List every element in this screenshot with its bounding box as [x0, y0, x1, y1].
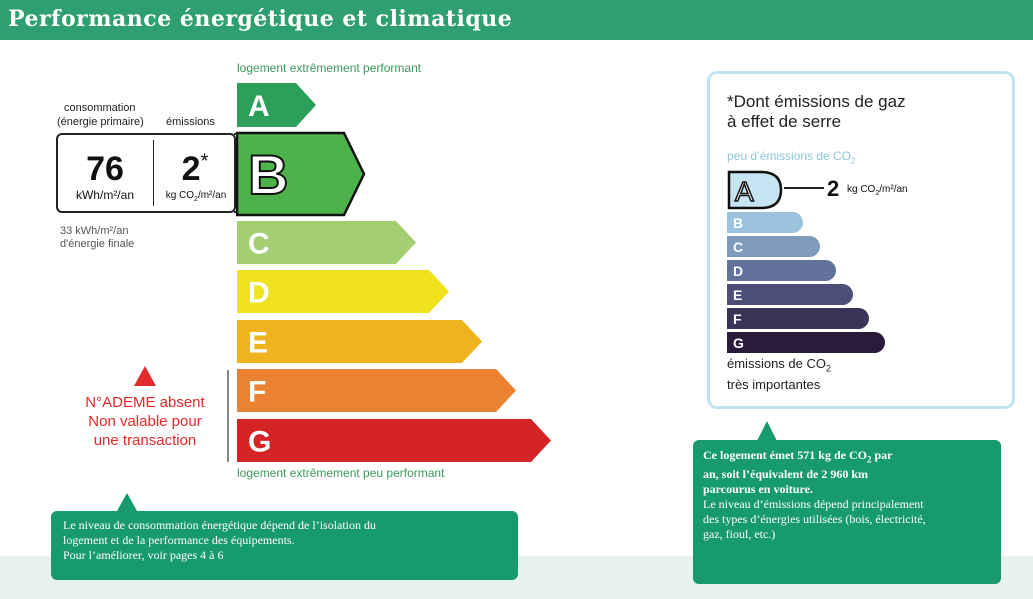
energy-class-g-bar: [237, 419, 551, 462]
ges-unit: kg $CO_2/m^2/an$: [847, 184, 908, 197]
ges-title: *Dont émissions de gaz à effet de serre: [727, 92, 906, 131]
box-connector-bottom: [234, 211, 238, 213]
callout-pointer: [117, 493, 137, 511]
consumption-callout: Le niveau de consommation énergétique dépend de l’isolation du logement et de la performance des équipements. Pour l’améliorer, voir pages 4 à 6: [51, 511, 518, 580]
final-energy-label: d'énergie finale: [60, 238, 135, 250]
emissions-value: 2*: [181, 150, 209, 188]
scale-bottom-label: logement extrêmement peu performant: [237, 466, 445, 480]
consumption-unit: kWh/m²/an: [75, 188, 134, 202]
emissions-unit: kg $CO_2/m^2/an$: [165, 190, 227, 203]
emissions-callout: Ce logement émet 571 kg de $CO_2$ par an, soit l’équivalent de 2 960 km parcourus en voiture. Le niveau d’émissions dépend principalement des types d’énergies utilisées (bois, électricité, gaz, fioul, etc.): [693, 440, 1001, 584]
scale-bracket-line: [227, 370, 229, 462]
energy-class-e-bar: [237, 320, 482, 363]
energy-class-d-letter: D: [248, 276, 270, 310]
emissions-header: émissions: [166, 116, 215, 128]
page-title: Performance énergétique et climatique: [8, 6, 513, 32]
ges-class-f-letter: F: [733, 311, 742, 327]
energy-class-g-letter: G: [248, 425, 272, 459]
ges-scale: [727, 170, 897, 355]
ges-value: 2: [827, 176, 840, 201]
ges-class-e-letter: E: [733, 287, 743, 303]
energy-class-f-letter: F: [248, 375, 267, 409]
box-connector-top: [234, 133, 238, 135]
ges-connector-line: [784, 187, 824, 189]
energy-class-f-bar: [237, 369, 516, 412]
ges-class-g-letter: G: [733, 335, 744, 351]
ges-bottom-label: émissions de $CO_2$ très importantes: [727, 356, 831, 392]
callout-pointer: [757, 421, 777, 441]
ges-class-d-letter: D: [733, 263, 744, 279]
ges-class-d-bar: [727, 260, 836, 281]
scale-top-label: logement extrêmement performant: [237, 61, 422, 75]
consumption-subheader: (énergie primaire): [57, 116, 144, 128]
energy-class-b-letter: B: [248, 143, 289, 206]
energy-class-c-letter: C: [248, 227, 270, 261]
ges-class-f-bar: [727, 308, 869, 329]
emissions-callout-highlight: Ce logement émet 571 kg de $CO_2$ par an, soit l’équivalent de 2 960 km parcourus en voiture.: [703, 448, 893, 497]
box-divider: [153, 140, 154, 206]
ges-class-e-bar: [727, 284, 853, 305]
warning-text: N°ADEME absent Non valable pour une transaction: [85, 394, 205, 449]
ges-top-label: peu d’émissions de $CO_2$: [727, 149, 856, 166]
warning-icon: [134, 366, 156, 386]
final-energy-value: 33 kWh/m²/an: [60, 225, 129, 237]
energy-scale: [236, 82, 576, 464]
ges-current-class-letter: A: [735, 176, 754, 207]
ges-class-g-bar: [727, 332, 885, 353]
energy-class-e-letter: E: [248, 326, 269, 360]
consumption-header: consommation: [64, 102, 136, 114]
ges-class-b-letter: B: [733, 215, 744, 231]
ges-class-c-letter: C: [733, 239, 744, 255]
energy-class-a-letter: A: [248, 90, 270, 123]
consumption-value: 76: [86, 150, 124, 188]
